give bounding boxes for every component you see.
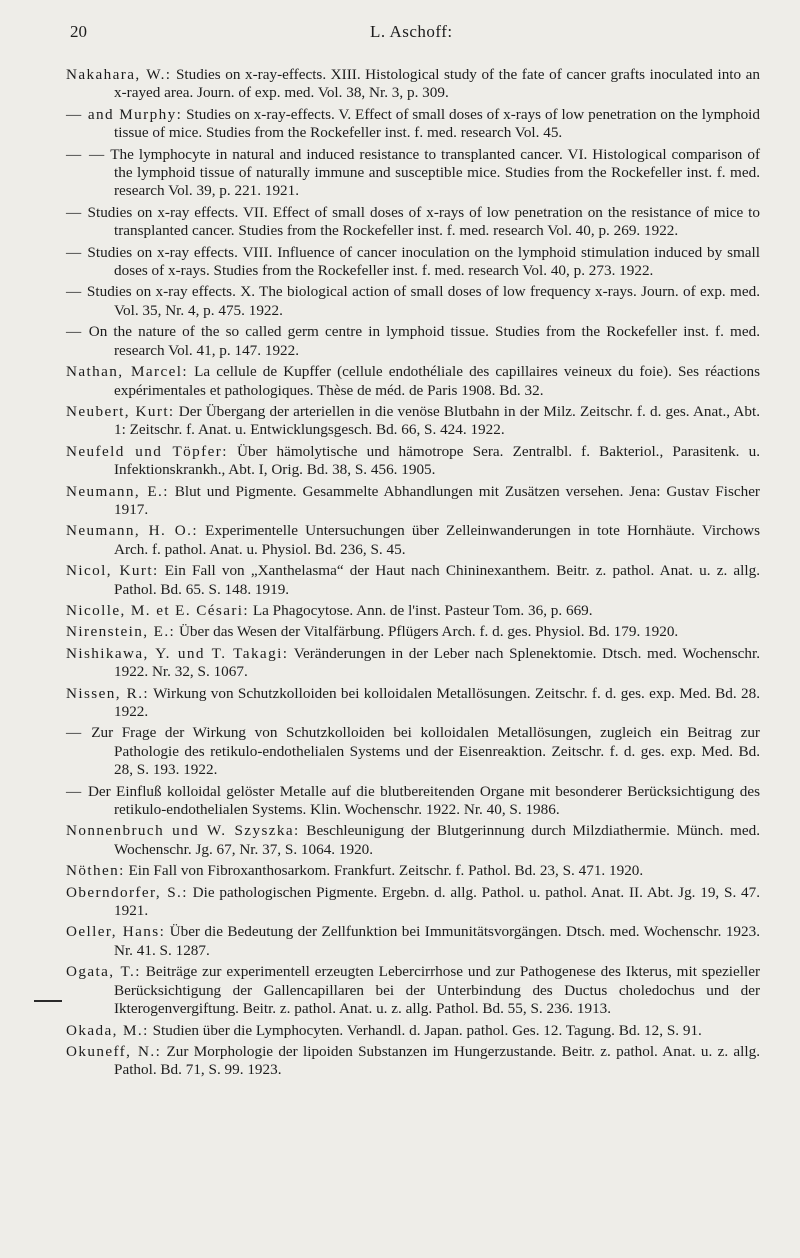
entry-text: Die pathologischen Pigmente. Ergebn. d. allg. Pathol. u. pathol. Anat. II. Abt. Jg. 19, S. 47. 1921. — [114, 883, 761, 920]
entry-text: Über die Bedeutung der Zellfunktion bei Immunitätsvorgängen. Dtsch. med. Wochenschr. 1923. Nr. 41. S. 1287. — [114, 923, 760, 959]
bibliography-list — [66, 66, 760, 1080]
entry-text: Studies on x-ray effects. X. The biological action of small doses of low frequency x-rays. Journ. of exp. med. Vol. 35, Nr. 4, p. 475. 1922. — [82, 283, 760, 319]
entry-author: Nathan, Marcel: — [66, 363, 188, 381]
entry-author: — — [66, 283, 83, 301]
entry-text: Zur Morphologie der lipoiden Substanzen im Hungerzustande. Beitr. z. pathol. Anat. u. z. allg. Pathol. Bd. 71, S. 99. 1923. — [114, 1042, 761, 1079]
bibliography-entry — [66, 645, 760, 682]
bibliography-entry — [66, 963, 760, 1018]
entry-text: Zur Frage der Wirkung von Schutzkolloiden bei kolloidalen Metallösungen, zugleich ein Beitrag zur Pathologie des retikulo-endothelialen Systems und der Eisenreaktion. Zeitschr. f. d. ges. exp. Med. Bd. 28, S. 193. 1922. — [82, 724, 760, 779]
bibliography-entry — [66, 685, 760, 722]
entry-author: Oberndorfer, S.: — [66, 883, 188, 901]
bibliography-entry — [66, 522, 760, 559]
entry-text: Beschleunigung der Blutgerinnung durch Milzdiathermie. Münch. med. Wochenschr. Jg. 67, Nr. 37, S. 1064. 1920. — [114, 822, 760, 858]
entry-author: — — [66, 243, 83, 261]
bibliography-entry — [66, 204, 760, 241]
entry-text: Studies on x-ray-effects. XIII. Histological study of the fate of cancer grafts inoculated into an x-rayed area. Journ. of exp. med. Vol. 38, Nr. 3, p. 309. — [114, 66, 760, 102]
entry-text: Studies on x-ray effects. VIII. Influence of cancer inoculation on the lymphoid stimulation induced by small doses of x-rays. Studies from the Rockefeller inst. f. med. research Vol. 40, p. 273. 1922. — [82, 243, 760, 280]
entry-author: Nakahara, W.: — [66, 66, 172, 83]
entry-text: Über das Wesen der Vitalfärbung. Pflügers Arch. f. d. ges. Physiol. Bd. 179. 1920. — [175, 623, 679, 641]
bibliography-entry — [66, 884, 760, 921]
bibliography-entry — [66, 1043, 760, 1080]
entry-text: Wirkung von Schutzkolloiden bei kolloidalen Metallösungen. Zeitschr. f. d. ges. exp. Med. Bd. 28. 1922. — [114, 684, 760, 720]
entry-text: Studien über die Lymphocyten. Verhandl. d. Japan. pathol. Ges. 12. Tagung. Bd. 12, S. 91. — [148, 1021, 702, 1039]
entry-author: Nishikawa, Y. und T. Takagi: — [66, 644, 289, 662]
bibliography-entry — [66, 862, 760, 880]
bibliography-entry — [66, 562, 760, 599]
entry-text: The lymphocyte in natural and induced resistance to transplanted cancer. VI. Histological comparison of the lymphoid tissue of naturally immune and susceptible mice. Studies from the Rockefeller inst. f. med. research Vol. 39, p. 221. 1921. — [105, 145, 761, 200]
entry-text: Der Einfluß kolloidal gelöster Metalle auf die blutbereitenden Organe mit besonderer Berücksichtigung des retikulo-endothelialen Systems. Klin. Wochenschr. 1922. Nr. 40, S. 1986. — [82, 782, 760, 819]
entry-author: Neubert, Kurt: — [66, 402, 175, 420]
bibliography-entry — [66, 623, 760, 641]
bibliography-entry — [66, 66, 760, 103]
entry-text: Über hämolytische und hämotrope Sera. Zentralbl. f. Bakteriol., Parasitenk. u. Infektionskrankh., Abt. I, Orig. Bd. 38, S. 456. 1905. — [114, 442, 761, 479]
entry-text: Ein Fall von Fibroxanthosarkom. Frankfurt. Zeitschr. f. Pathol. Bd. 23, S. 471. 1920. — [124, 862, 644, 880]
bibliography-entry — [66, 1022, 760, 1040]
bibliography-entry — [66, 483, 760, 520]
entry-text: Ein Fall von „Xanthelasma“ der Haut nach Chininexanthem. Beitr. z. pathol. Anat. u. z. allg. Pathol. Bd. 65. S. 148. 1919. — [114, 562, 760, 598]
entry-author: — — [66, 782, 83, 800]
bibliography-entry — [66, 283, 760, 320]
bibliography-entry — [66, 923, 760, 960]
entry-author: Okada, M.: — [66, 1021, 149, 1039]
bibliography-entry — [66, 106, 760, 143]
entry-author: Nicol, Kurt: — [66, 562, 159, 580]
margin-pencil-mark — [34, 1000, 62, 1002]
entry-author: Oeller, Hans: — [66, 923, 166, 941]
bibliography-entry — [66, 323, 760, 360]
entry-author: — — [66, 203, 83, 221]
bibliography-entry — [66, 822, 760, 859]
entry-text: La Phagocytose. Ann. de l'inst. Pasteur Tom. 36, p. 669. — [249, 601, 593, 619]
bibliography-entry — [66, 724, 760, 779]
entry-author: Nirenstein, E.: — [66, 623, 176, 641]
entry-text: Studies on x-ray-effects. V. Effect of small doses of x-rays of low penetration on the lymphoid tissue of mice. Studies from the Rockefeller inst. f. med. research Vol. 45. — [114, 105, 760, 142]
bibliography-entry — [66, 244, 760, 281]
entry-text: Der Übergang der arteriellen in die venöse Blutbahn in der Milz. Zeitschr. f. d. ges. Anat., Abt. 1: Zeitschr. f. Anat. u. Entwicklungsgesch. Bd. 66, S. 424. 1922. — [114, 402, 760, 439]
bibliography-entry — [66, 783, 760, 820]
bibliography-entry — [66, 363, 760, 400]
entry-author: — — [66, 724, 83, 742]
bibliography-entry — [66, 146, 760, 201]
entry-text: Beiträge zur experimentell erzeugten Lebercirrhose und zur Pathogenese des Ikterus, mit spezieller Berücksichtigung der Gallencapillaren bei der Unterbindung des Ductus choledochus und der Ikterogenvergiftung. Beitr. z. pathol. Anat. u. z. allg. Pathol. Bd. 55, S. 236. 1913. — [114, 963, 761, 1018]
bibliography-entry — [66, 403, 760, 440]
entry-author: Nicolle, M. et E. Césari: — [66, 601, 250, 619]
running-head: L. Aschoff: — [370, 22, 453, 41]
entry-text: Veränderungen in der Leber nach Splenektomie. Dtsch. med. Wochenschr. 1922. Nr. 32, S. 1067. — [114, 644, 760, 681]
entry-text: Blut und Pigmente. Gesammelte Abhandlungen mit Zusätzen versehen. Jena: Gustav Fischer 1917. — [114, 482, 760, 518]
entry-author: — and Murphy: — [66, 105, 183, 123]
entry-text: Studies on x-ray effects. VII. Effect of small doses of x-rays of low penetration on the resistance of mice to transplanted cancer. Studies from the Rockefeller inst. f. med. research Vol. 40, p. 269. 1922. — [82, 203, 760, 240]
entry-author: — — [66, 323, 83, 341]
entry-author: Neumann, H. O.: — [66, 522, 198, 540]
entry-author: Okuneff, N.: — [66, 1042, 162, 1060]
entry-author: Neumann, E.: — [66, 482, 169, 500]
entry-author: Nöthen: — [66, 862, 125, 880]
entry-author: Nonnenbruch und W. Szyszka: — [66, 822, 300, 840]
entry-text: Experimentelle Untersuchungen über Zelleinwanderungen in tote Hornhäute. Virchows Arch. f. pathol. Anat. u. Physiol. Bd. 236, S. 45. — [114, 522, 760, 558]
entry-author: Nissen, R.: — [66, 684, 150, 702]
entry-author: Ogata, T.: — [66, 963, 141, 981]
entry-text: La cellule de Kupffer (cellule endothéliale des capillaires veineux du foie). Ses réactions expérimentales et pathologiques. Thèse de méd. de Paris 1908. Bd. 32. — [114, 363, 760, 399]
entry-author: — — — [66, 145, 106, 163]
bibliography-entry — [66, 443, 760, 480]
entry-text: On the nature of the so called germ centre in lymphoid tissue. Studies from the Rockefeller inst. f. med. research Vol. 41, p. 147. 1922. — [82, 323, 760, 359]
entry-author: Neufeld und Töpfer: — [66, 442, 228, 460]
page-number: 20 — [70, 22, 87, 41]
bibliography-entry — [66, 602, 760, 620]
page-header — [66, 22, 760, 52]
